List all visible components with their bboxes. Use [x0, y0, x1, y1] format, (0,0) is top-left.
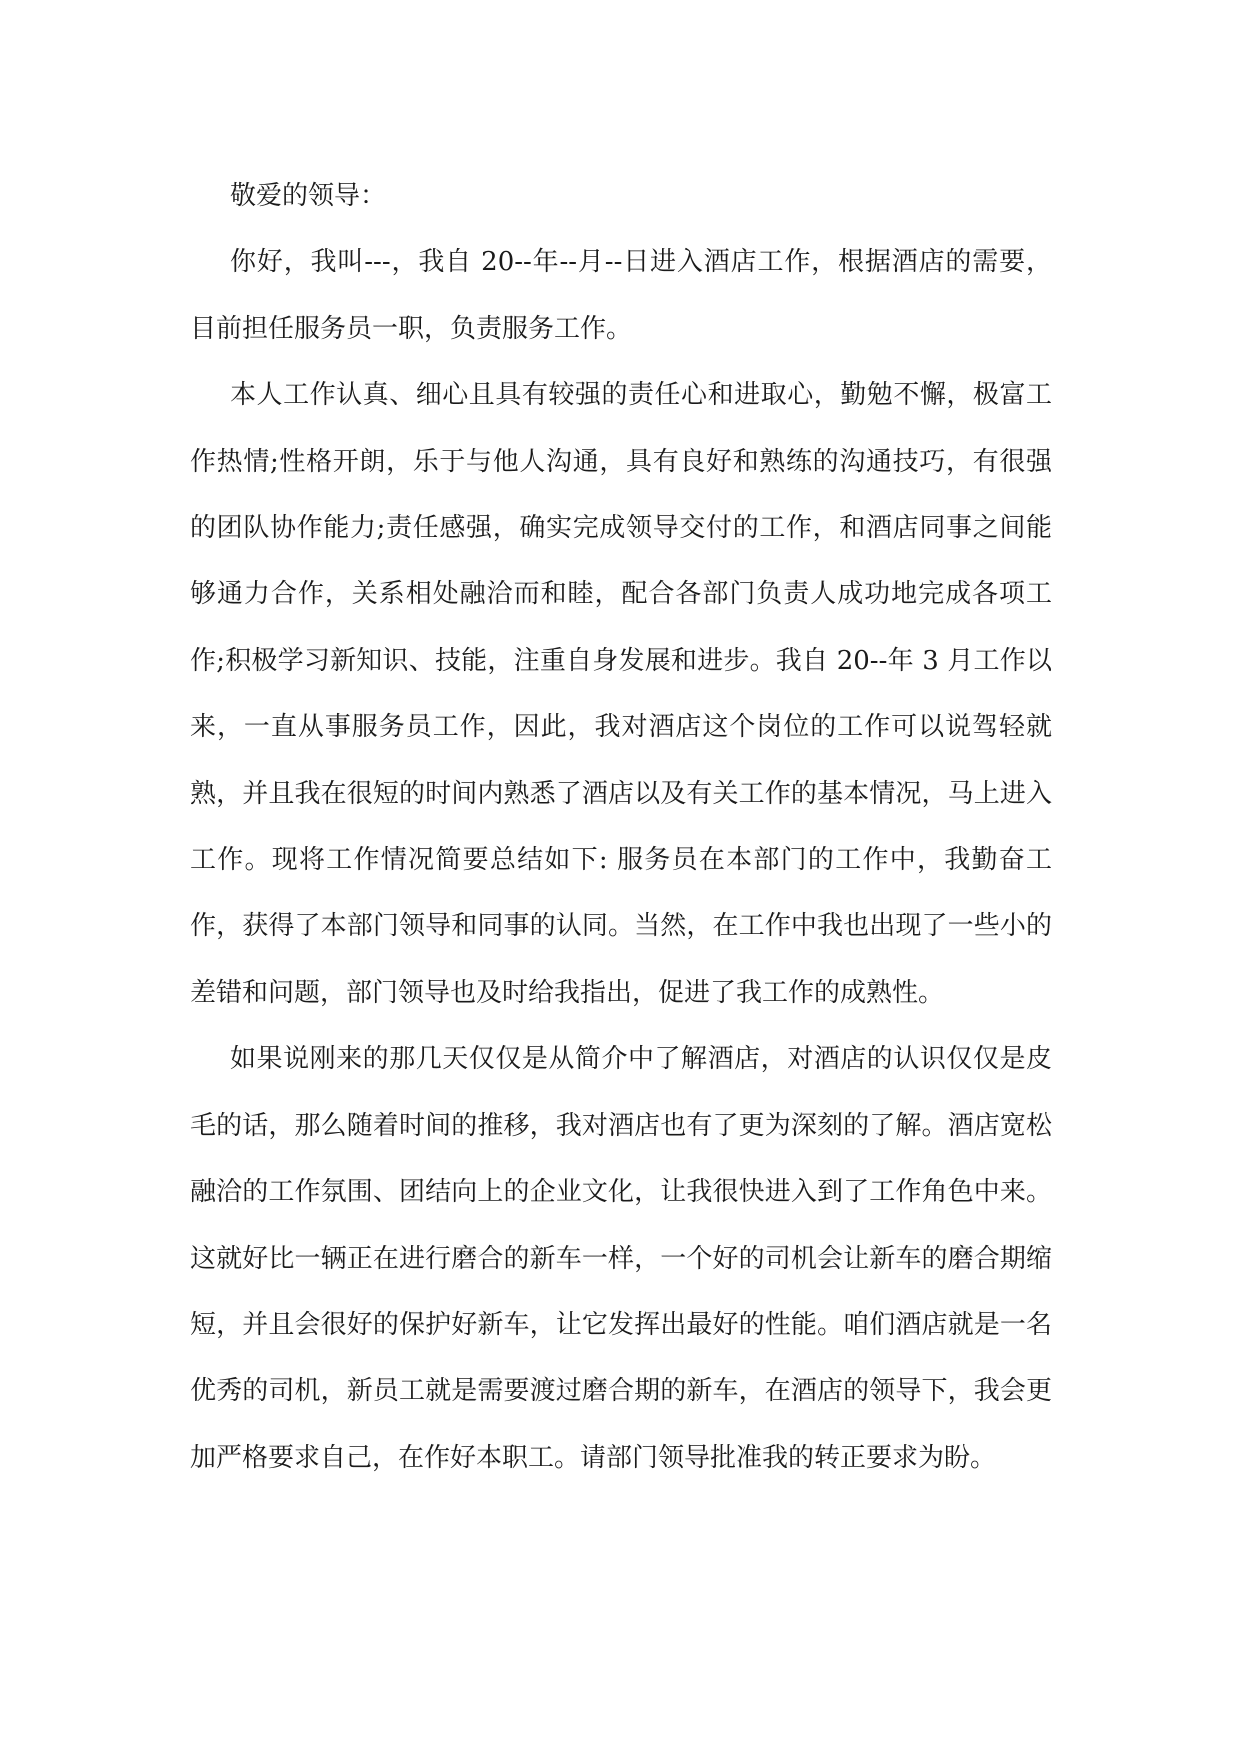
- letter-body: [190, 163, 1052, 1491]
- paragraph-work-summary: 本人工作认真、细心且具有较强的责任心和进取心，勤勉不懈，极富工作热情;性格开朗，乐于与他人沟通，具有良好和熟练的沟通技巧，有很强的团队协作能力;责任感强，确实完成领导交付的工作，和酒店同事之间能够通力合作，关系相处融洽而和睦，配合各部门负责人成功地完成各项工作;积极学习新知识、技能，注重自身发展和进步。我自 20--年 3 月工作以来，一直从事服务员工作，因此，我对酒店这个岗位的工作可以说驾轻就熟，并且我在很短的时间内熟悉了酒店以及有关工作的基本情况，马上进入工作。现将工作情况简要总结如下: 服务员在本部门的工作中，我勤奋工作，获得了本部门领导和同事的认同。当然，在工作中我也出现了一些小的差错和问题，部门领导也及时给我指出，促进了我工作的成熟性。: [190, 380, 1052, 1008]
- letter-greeting: 敬爱的领导：: [230, 181, 387, 211]
- paragraph-introduction: 你好，我叫---，我自 20--年--月--日进入酒店工作，根据酒店的需要，目前担任服务员一职，负责服务工作。: [190, 247, 1052, 344]
- paragraph-closing-request: 如果说刚来的那几天仅仅是从简介中了解酒店，对酒店的认识仅仅是皮毛的话，那么随着时间的推移，我对酒店也有了更为深刻的了解。酒店宽松融洽的工作氛围、团结向上的企业文化，让我很快进入到了工作角色中来。这就好比一辆正在进行磨合的新车一样，一个好的司机会让新车的磨合期缩短，并且会很好的保护好新车，让它发挥出最好的性能。咱们酒店就是一名优秀的司机，新员工就是需要渡过磨合期的新车，在酒店的领导下，我会更加严格要求自己，在作好本职工。请部门领导批准我的转正要求为盼。: [190, 1044, 1052, 1473]
